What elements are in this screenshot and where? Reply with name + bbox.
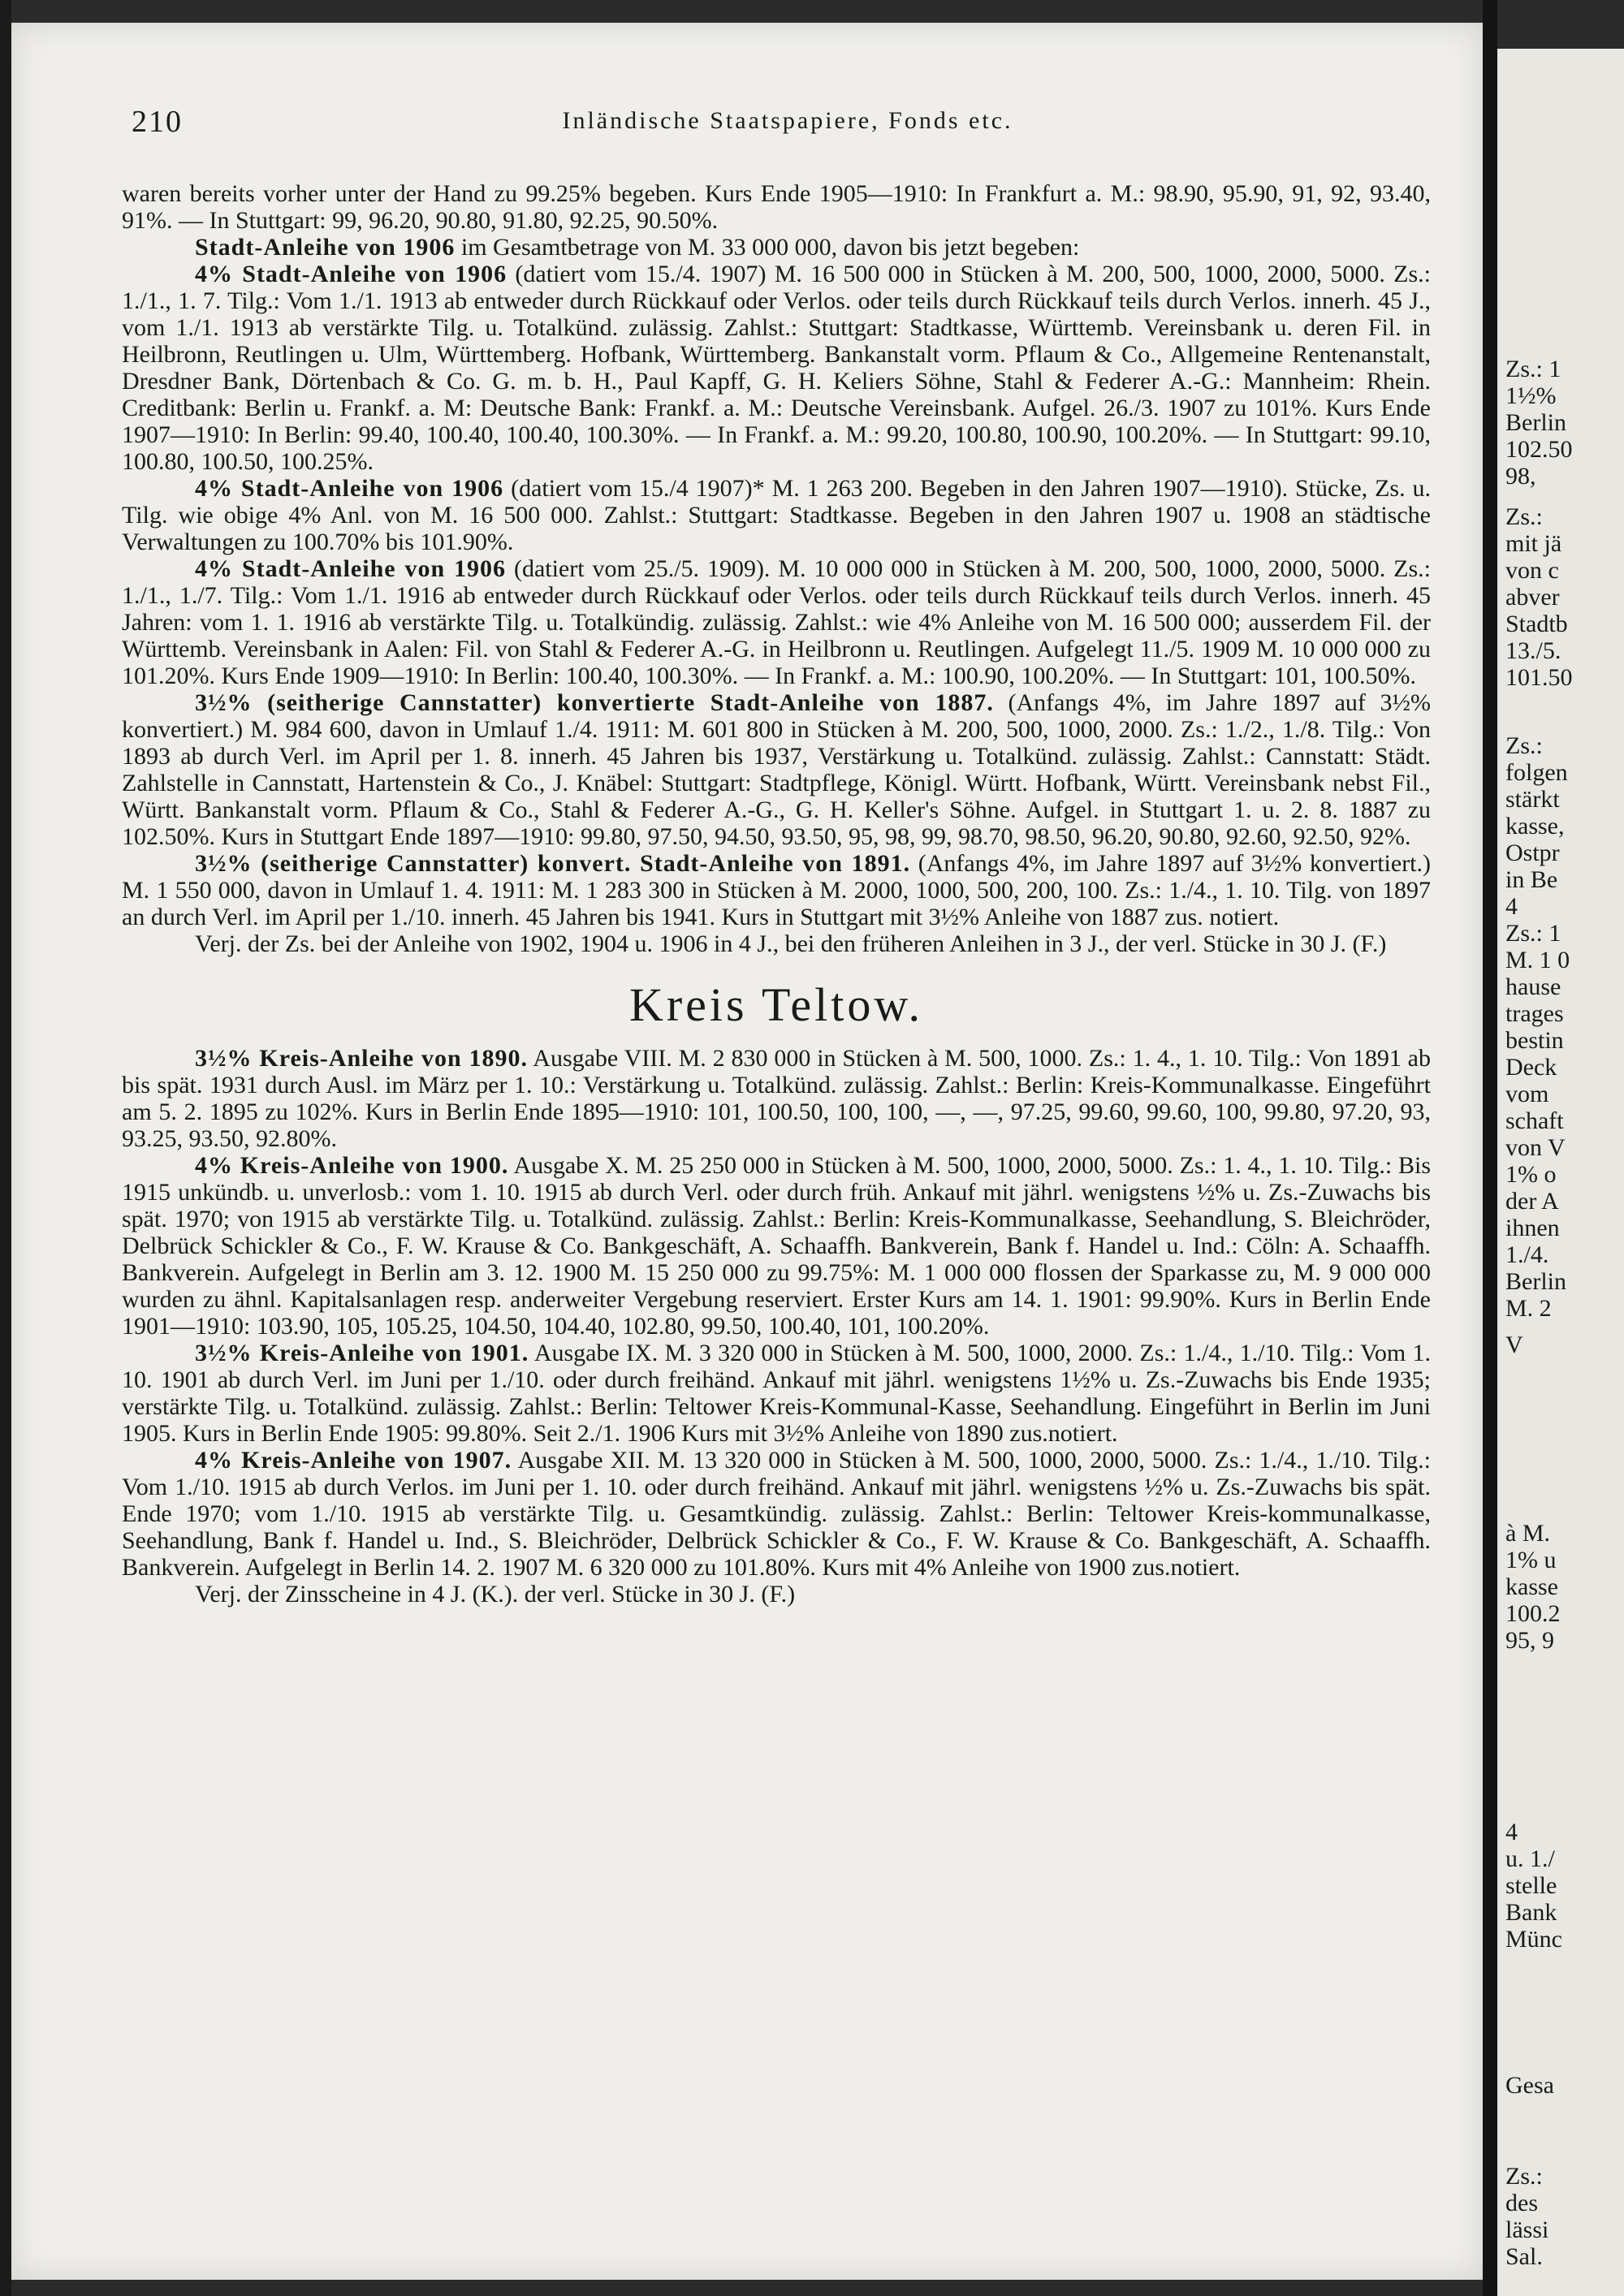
- paragraph-4pct-1906-a: [122, 261, 1431, 475]
- entry-text: Ausgabe XII. M. 13 320 000 in Stücken à M. 500, 1000, 2000, 5000. Zs.: 1./4., 1./10. Tilg.: Vom 1./10. 1915 ab durch Verlos. im Juni per 1. 10. oder durch freihänd. Ankauf mit jährl. wenigstens ½% u. Zs.-Zuwachs bis spät. Ende 1970; vom 1./10. 1915 ab verstärkte Tilg. u. Gesamtkündig. zulässig. Zahlst.: Berlin: Teltower Kreis-kommunalkasse, Seehandlung, Bank f. Handel u. Ind., S. Bleichröder, Delbrück Schickler & Co., F. W. Krause & Co. Bankgeschäft, A. Schaaffh. Bankverein. Aufgelegt in Berlin 14. 2. 1907 M. 6 320 000 zu 101.80%. Kurs mit 4% Anleihe von 1900 zus.notiert.: [122, 1447, 1431, 1581]
- facing-page-text: Zs.: 1 1½% Berlin 102.50 98,: [1505, 356, 1573, 490]
- facing-page-text: Zs.: des lässi Sal.: [1505, 2163, 1549, 2270]
- scan-edge-left: [0, 0, 11, 2296]
- entry-title: 4% Kreis-Anleihe von 1900.: [195, 1152, 509, 1179]
- paragraph-verjaehrung-teltow: Verj. der Zinsscheine in 4 J. (K.). der verl. Stücke in 30 J. (F.): [195, 1581, 796, 1608]
- paragraph-teltow-1907: [122, 1447, 1431, 1581]
- paragraph-teltow-1901: [122, 1340, 1431, 1447]
- entry-title: Stadt-Anleihe von 1906: [195, 234, 456, 261]
- paragraph-teltow-1890: [122, 1045, 1431, 1152]
- entry-text: Ausgabe VIII. M. 2 830 000 in Stücken à M. 500, 1000. Zs.: 1. 4., 1. 10. Tilg.: Von 1891 ab bis spät. 1931 durch Ausl. im März per 1. 10.: Verstärkung u. Totalkünd. zulässig. Zahlst.: Berlin: Kreis-Kommunalkasse. Eingeführt am 5. 2. 1895 zu 102%. Kurs in Berlin Ende 1895—1910: 101, 100.50, 100, 100, —, —, 97.25, 99.60, 99.60, 100, 99.80, 97.20, 93, 93.25, 93.50, 92.80%.: [122, 1045, 1431, 1152]
- paragraph-4pct-1906-b: [122, 475, 1431, 555]
- entry-title: 4% Stadt-Anleihe von 1906: [195, 475, 504, 502]
- facing-page-text: V: [1505, 1331, 1523, 1358]
- entry-text: (Anfangs 4%, im Jahre 1897 auf 3½% konvertiert.) M. 1 550 000, davon in Umlauf 1. 4. 1911: M. 1 283 300 in Stücken à M. 2000, 1000, 500, 200, 100. Zs.: 1./4., 1. 10. Tilg. von 1897 an durch Verl. im April per 1./10. innerh. 45 Jahren bis 1941. Kurs in Stuttgart mit 3½% Anleihe von 1887 zus. notiert.: [122, 850, 1432, 930]
- entry-text: im Gesamtbetrage von M. 33 000 000, davon bis jetzt begeben:: [455, 234, 1080, 261]
- facing-page-text: Gesa: [1505, 2072, 1554, 2099]
- book-gutter: [1483, 0, 1497, 2296]
- facing-page-text: Zs.: mit jä von c abver Stadtb 13./5. 101.50: [1505, 503, 1573, 691]
- entry-text: (Anfangs 4%, im Jahre 1897 auf 3½% konvertiert.) M. 984 600, davon in Umlauf 1./4. 1911: M. 601 800 in Stücken à M. 200, 500, 1000, 2000. Zs.: 1./2., 1./8. Tilg.: Von 1893 ab durch Verl. im April per 1. 8. innerh. 45 Jahren bis 1937, Verstärkung u. Totalkünd. zulässig. Zahlst.: Cannstatt: Städt. Zahlstelle in Cannstatt, Hartenstein & Co., J. Knäbel: Stuttgart: Stadtpflege, Königl. Württ. Hofbank, Württ. Vereinsbank nebst Fil., Württ. Bankanstalt vorm. Pflaum & Co., Stahl & Federer A.-G., G. H. Keller's Söhne. Aufgel. in Stuttgart 1. u. 2. 8. 1887 zu 102.50%. Kurs in Stuttgart Ende 1897—1910: 99.80, 97.50, 94.50, 93.50, 95, 98, 99, 98.70, 98.50, 96.20, 90.80, 92.60, 92.50, 92%.: [122, 689, 1431, 850]
- facing-page-fragment: [1497, 49, 1624, 2296]
- facing-page-text: 4 u. 1./ stelle Bank Münc: [1505, 1819, 1562, 1953]
- section-title-kreis-teltow: Kreis Teltow.: [628, 978, 924, 1031]
- entry-text: (datiert vom 25./5. 1909). M. 10 000 000 in Stücken à M. 200, 500, 1000, 2000, 5000. Zs.: 1./1., 1./7. Tilg.: Vom 1./1. 1916 ab entweder durch Rückkauf oder Verlos. oder teils durch Rückkauf teils durch Verlos. innerh. 45 Jahren: vom 1. 1. 1916 ab verstärkte Tilg. u. Totalkündig. zulässig. Zahlst.: wie 4% Anleihe von M. 16 500 000; ausserdem Fil. der Württemb. Vereinsbank in Aalen: Fil. von Stahl & Federer A.-G. in Heilbronn u. Reutlingen. Aufgelegt 11./5. 1909 M. 10 000 000 zu 101.20%. Kurs Ende 1909—1910: In Berlin: 100.40, 100.30%. — In Frankf. a. M.: 100.90, 100.20%. — In Stuttgart: 101, 100.50%.: [122, 555, 1432, 689]
- paragraph-4pct-1906-c: [122, 555, 1431, 689]
- paragraph-stuttgart-intro: waren bereits vorher unter der Hand zu 99.25% begeben. Kurs Ende 1905—1910: In Frankfurt a. M.: 98.90, 95.90, 91, 92, 93.40, 91%. — In Stuttgart: 99, 96.20, 90.80, 91.80, 92.25, 90.50%.: [122, 180, 1431, 234]
- entry-title: 4% Stadt-Anleihe von 1906: [195, 555, 507, 582]
- page-number: 210: [132, 105, 183, 139]
- facing-page-text: 4 Zs.: 1 M. 1 0 hause trages bestin Deck vom schaft von V 1% o der A ihnen 1./4. Berlin M. 2: [1505, 893, 1570, 1322]
- running-title: Inländische Staatspapiere, Fonds etc.: [562, 107, 1013, 134]
- entry-title: 3½% (seitherige Cannstatter) konvert. Stadt-Anleihe von 1891.: [195, 850, 911, 877]
- entry-text: (datiert vom 15./4 1907)* M. 1 263 200. Begeben in den Jahren 1907—1910). Stücke, Zs. u. Tilg. wie obige 4% Anl. von M. 16 500 000. Zahlst.: Stuttgart: Stadtkasse. Begeben in den Jahren 1907 u. 1908 an städtische Verwaltungen zu 100.70% bis 101.90%.: [122, 475, 1432, 555]
- paragraph-stadt-anleihe-1906: [122, 234, 1431, 261]
- paragraph-verjaehrung-stuttgart: Verj. der Zs. bei der Anleihe von 1902, 1904 u. 1906 in 4 J., bei den früheren Anleihen in 3 J., der verl. Stücke in 30 J. (F.): [195, 930, 1387, 957]
- entry-text: Ausgabe X. M. 25 250 000 in Stücken à M. 500, 1000, 2000, 5000. Zs.: 1. 4., 1. 10. Tilg.: Bis 1915 unkündb. u. unverlosb.: vom 1. 10. 1915 ab durch Verl. oder durch früh. Ankauf mit jährl. wenigstens ½% u. Zs.-Zuwachs bis spät. 1970; von 1915 ab verstärkte Tilg. u. Totalkünd. zulässig. Zahlst.: Berlin: Kreis-Kommunalkasse, Seehandlung, S. Bleichröder, Delbrück Schickler & Co., F. W. Krause & Co. Bankgeschäft, A. Schaaffh. Bankverein, Bank f. Handel u. Ind.: Cöln: A. Schaaffh. Bankverein. Aufgelegt in Berlin am 3. 12. 1900 M. 15 250 000 zu 99.75%: M. 1 000 000 flossen der Sparkasse zu, M. 9 000 000 wurden zu ähnl. Kapitalsanlagen resp. anderweiter Vergebung reserviert. Erster Kurs am 14. 1. 1901: 99.90%. Kurs in Berlin Ende 1901—1910: 103.90, 105, 105.25, 104.50, 104.40, 102.80, 99.50, 100.40, 101, 100.20%.: [122, 1152, 1431, 1340]
- entry-text: Ausgabe IX. M. 3 320 000 in Stücken à M. 500, 1000, 2000. Zs.: 1./4., 1./10. Tilg.: Vom 1. 10. 1901 ab durch Verl. im Juni per 1./10. oder durch freihänd. Ankauf mit jährl. wenigstens 1½% u. Zs.-Zuwachs bis Ende 1935; verstärkte Tilg. u. Totalkünd. zulässig. Zahlst.: Berlin: Teltower Kreis-Kommunal-Kasse, Seehandlung. Eingeführt in Berlin im Juni 1905. Kurs in Berlin Ende 1905: 99.80%. Seit 2./1. 1906 Kurs mit 3½% Anleihe von 1890 zus.notiert.: [122, 1340, 1431, 1447]
- paragraph-cannstatt-1891: [122, 850, 1431, 930]
- entry-title: 4% Kreis-Anleihe von 1907.: [195, 1447, 512, 1474]
- entry-title: 4% Stadt-Anleihe von 1906: [195, 261, 508, 287]
- entry-title: 3½% (seitherige Cannstatter) konvertierte Stadt-Anleihe von 1887.: [195, 689, 994, 716]
- entry-title: 3½% Kreis-Anleihe von 1901.: [195, 1340, 529, 1366]
- entry-title: 3½% Kreis-Anleihe von 1890.: [195, 1045, 529, 1072]
- paragraph-cannstatt-1887: [122, 689, 1431, 850]
- facing-page-text: à M. 1% u kasse 100.2 95, 9: [1505, 1520, 1561, 1654]
- facing-page-text: Zs.: folgen stärkt kasse, Ostpr in Be: [1505, 732, 1568, 893]
- running-head: [122, 104, 1453, 139]
- main-text-column: [122, 180, 1431, 1608]
- paragraph-teltow-1900: [122, 1152, 1431, 1340]
- entry-text: (datiert vom 15./4. 1907) M. 16 500 000 in Stücken à M. 200, 500, 1000, 2000, 5000. Zs.: 1./1., 1. 7. Tilg.: Vom 1./1. 1913 ab entweder durch Rückkauf oder Verlos. oder teils durch Rückkauf teils durch Verlos. innerh. 45 J., vom 1./1. 1913 ab verstärkte Tilg. u. Totalkünd. zulässig. Zahlst.: Stuttgart: Stadtkasse, Württemb. Vereinsbank u. deren Fil. in Heilbronn, Reutlingen u. Ulm, Württemberg. Hofbank, Württemberg. Bankanstalt vorm. Pflaum & Co., Allgemeine Rentenanstalt, Dresdner Bank, Dörtenbach & Co. G. m. b. H., Paul Kapff, G. H. Keliers Söhne, Stahl & Federer A.-G.: Mannheim: Rhein. Creditbank: Berlin u. Frankf. a. M: Deutsche Bank: Frankf. a. M.: Deutsche Vereinsbank. Aufgel. 26./3. 1907 zu 101%. Kurs Ende 1907—1910: In Berlin: 99.40, 100.40, 100.40, 100.30%. — In Frankf. a. M.: 99.20, 100.80, 100.90, 100.20%. — In Stuttgart: 99.10, 100.80, 100.50, 100.25%.: [122, 261, 1432, 475]
